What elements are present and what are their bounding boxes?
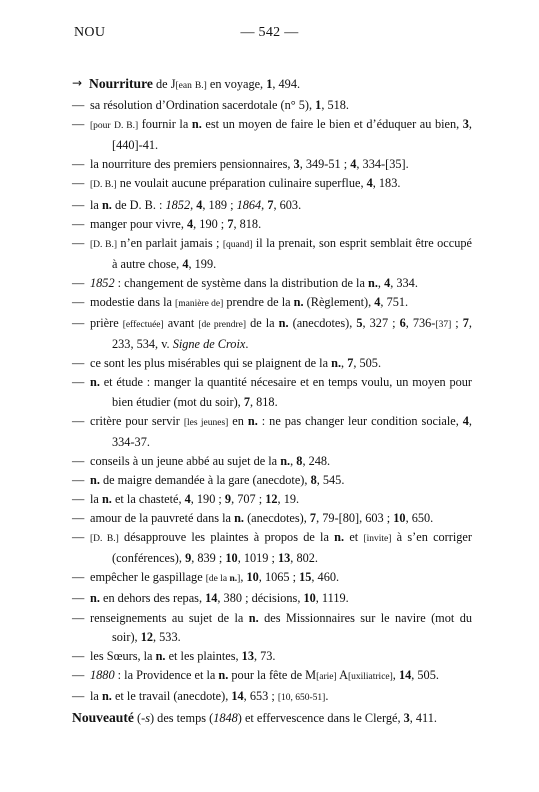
em-dash: [72, 354, 90, 373]
em-dash: [72, 274, 90, 293]
subentry: [72, 155, 472, 174]
entry-text: la nourriture des premiers pensionnaires, 3, 349-51 ; 4, 334-[35].: [90, 157, 409, 172]
entry-text: la n. et le travail (anecdote), 14, 653 ; [10, 650-51].: [90, 688, 329, 703]
subentry: [72, 174, 472, 195]
entry-text: n. et étude : manger la quantité nécesaire et en temps voulu, un moyen pour bien étudier (mot du soir), 7, 818.: [90, 375, 472, 409]
subentry: [72, 471, 472, 490]
headword-entry: [72, 74, 472, 96]
entry-text: critère pour servir [les jeunes] en n. : ne pas changer leur condition sociale, 4, 334-37.: [90, 413, 472, 449]
subentry: [72, 509, 472, 528]
em-dash: [72, 155, 90, 174]
entry-text: 1880 : la Providence et la n. pour la fête de M[arie] A[uxiliatrice], 14, 505.: [90, 667, 439, 682]
em-dash: [72, 174, 90, 195]
entry-text: renseignements au sujet de la n. des Missionnaires sur le navire (mot du soir), 12, 533.: [90, 610, 472, 644]
entry-text: ce sont les plus misérables qui se plaignent de la n., 7, 505.: [90, 356, 382, 371]
em-dash: [72, 96, 90, 115]
page-number: — 542 —: [240, 25, 299, 40]
em-dash: [72, 568, 90, 589]
subentry: [72, 609, 472, 647]
entry-text: amour de la pauvreté dans la n. (anecdotes), 7, 79-[80], 603 ; 10, 650.: [90, 511, 434, 526]
em-dash: [72, 666, 90, 687]
entry-text: [D. B.] n’en parlait jamais ; [quand] il la prenait, son esprit semblait être occupé à autre chose, 4, 199.: [90, 235, 472, 271]
em-dash: [72, 452, 90, 471]
subentry: [72, 96, 472, 115]
em-dash: [72, 234, 90, 274]
entry-text: [D. B.] ne voulait aucune préparation culinaire superflue, 4, 183.: [90, 176, 401, 191]
subentry: [72, 196, 472, 215]
entry-text: conseils à un jeune abbé au sujet de la n., 8, 248.: [90, 453, 331, 468]
entry-text: [pour D. B.] fournir la n. est un moyen de faire le bien et d’éduquer au bien, 3, [440]-41.: [90, 117, 472, 153]
em-dash: [72, 609, 90, 647]
subentry: [72, 234, 472, 274]
headword-entry: Nouveauté (-s) des temps (1848) et effervescence dans le Clergé, 3, 411.: [72, 710, 437, 725]
subentry: [72, 647, 472, 666]
em-dash: [72, 509, 90, 528]
subentry: [72, 490, 472, 509]
subentry: [72, 589, 472, 608]
subentry: [72, 452, 472, 471]
arrow-right-icon: →: [72, 76, 83, 90]
subentry: [72, 412, 472, 452]
entry-text: [D. B.] désapprouve les plaintes à propos de la n. et [invite] à s’en corriger (conférences), 9, 839 ; 10, 1019 ; 13, 802.: [90, 530, 472, 566]
subentry: [72, 373, 472, 411]
entry-text: 1852 : changement de système dans la distribution de la n., 4, 334.: [90, 275, 418, 290]
index-entries: [72, 74, 472, 728]
subentry: [72, 528, 472, 568]
subentry: [72, 115, 472, 155]
entry-text: n. de maigre demandée à la gare (anecdote), 8, 545.: [90, 472, 345, 487]
subentry: [72, 274, 472, 293]
entry-text: Nourriture de J[ean B.] en voyage, 1, 494.: [89, 76, 301, 91]
em-dash: [72, 471, 90, 490]
running-head: NOU: [74, 25, 106, 40]
subentry: [72, 314, 472, 354]
em-dash: [72, 490, 90, 509]
em-dash: [72, 293, 90, 314]
em-dash: [72, 196, 90, 215]
subentry: [72, 568, 472, 589]
entry-text: la n. de D. B. : 1852, 4, 189 ; 1864, 7, 603.: [90, 197, 302, 212]
entry-text: la n. et la chasteté, 4, 190 ; 9, 707 ; 12, 19.: [90, 491, 300, 506]
entry-text: manger pour vivre, 4, 190 ; 7, 818.: [90, 216, 262, 231]
em-dash: [72, 687, 90, 708]
entry-text: sa résolution d’Ordination sacerdotale (n° 5), 1, 518.: [90, 98, 349, 113]
em-dash: [72, 115, 90, 155]
subentry: [72, 293, 472, 314]
subentry: [72, 215, 472, 234]
em-dash: [72, 314, 90, 354]
entry-text: les Sœurs, la n. et les plaintes, 13, 73.: [90, 648, 276, 663]
subentry: [72, 666, 472, 687]
em-dash: [72, 412, 90, 452]
entry-text: prière [effectuée] avant [de prendre] de la n. (anecdotes), 5, 327 ; 6, 736-[37] ; 7, 233, 534, v. Signe de Croix.: [90, 316, 472, 352]
em-dash: [72, 528, 90, 568]
em-dash: [72, 647, 90, 666]
entry-text: n. en dehors des repas, 14, 380 ; décisions, 10, 1119.: [90, 591, 349, 606]
em-dash: [72, 373, 90, 411]
entry-text: empêcher le gaspillage [de la n.], 10, 1065 ; 15, 460.: [90, 570, 340, 585]
em-dash: [72, 215, 90, 234]
subentry: [72, 354, 472, 373]
em-dash: [72, 589, 90, 608]
entry-text: modestie dans la [manière de] prendre de la n. (Règlement), 4, 751.: [90, 295, 409, 310]
subentry: [72, 687, 472, 708]
